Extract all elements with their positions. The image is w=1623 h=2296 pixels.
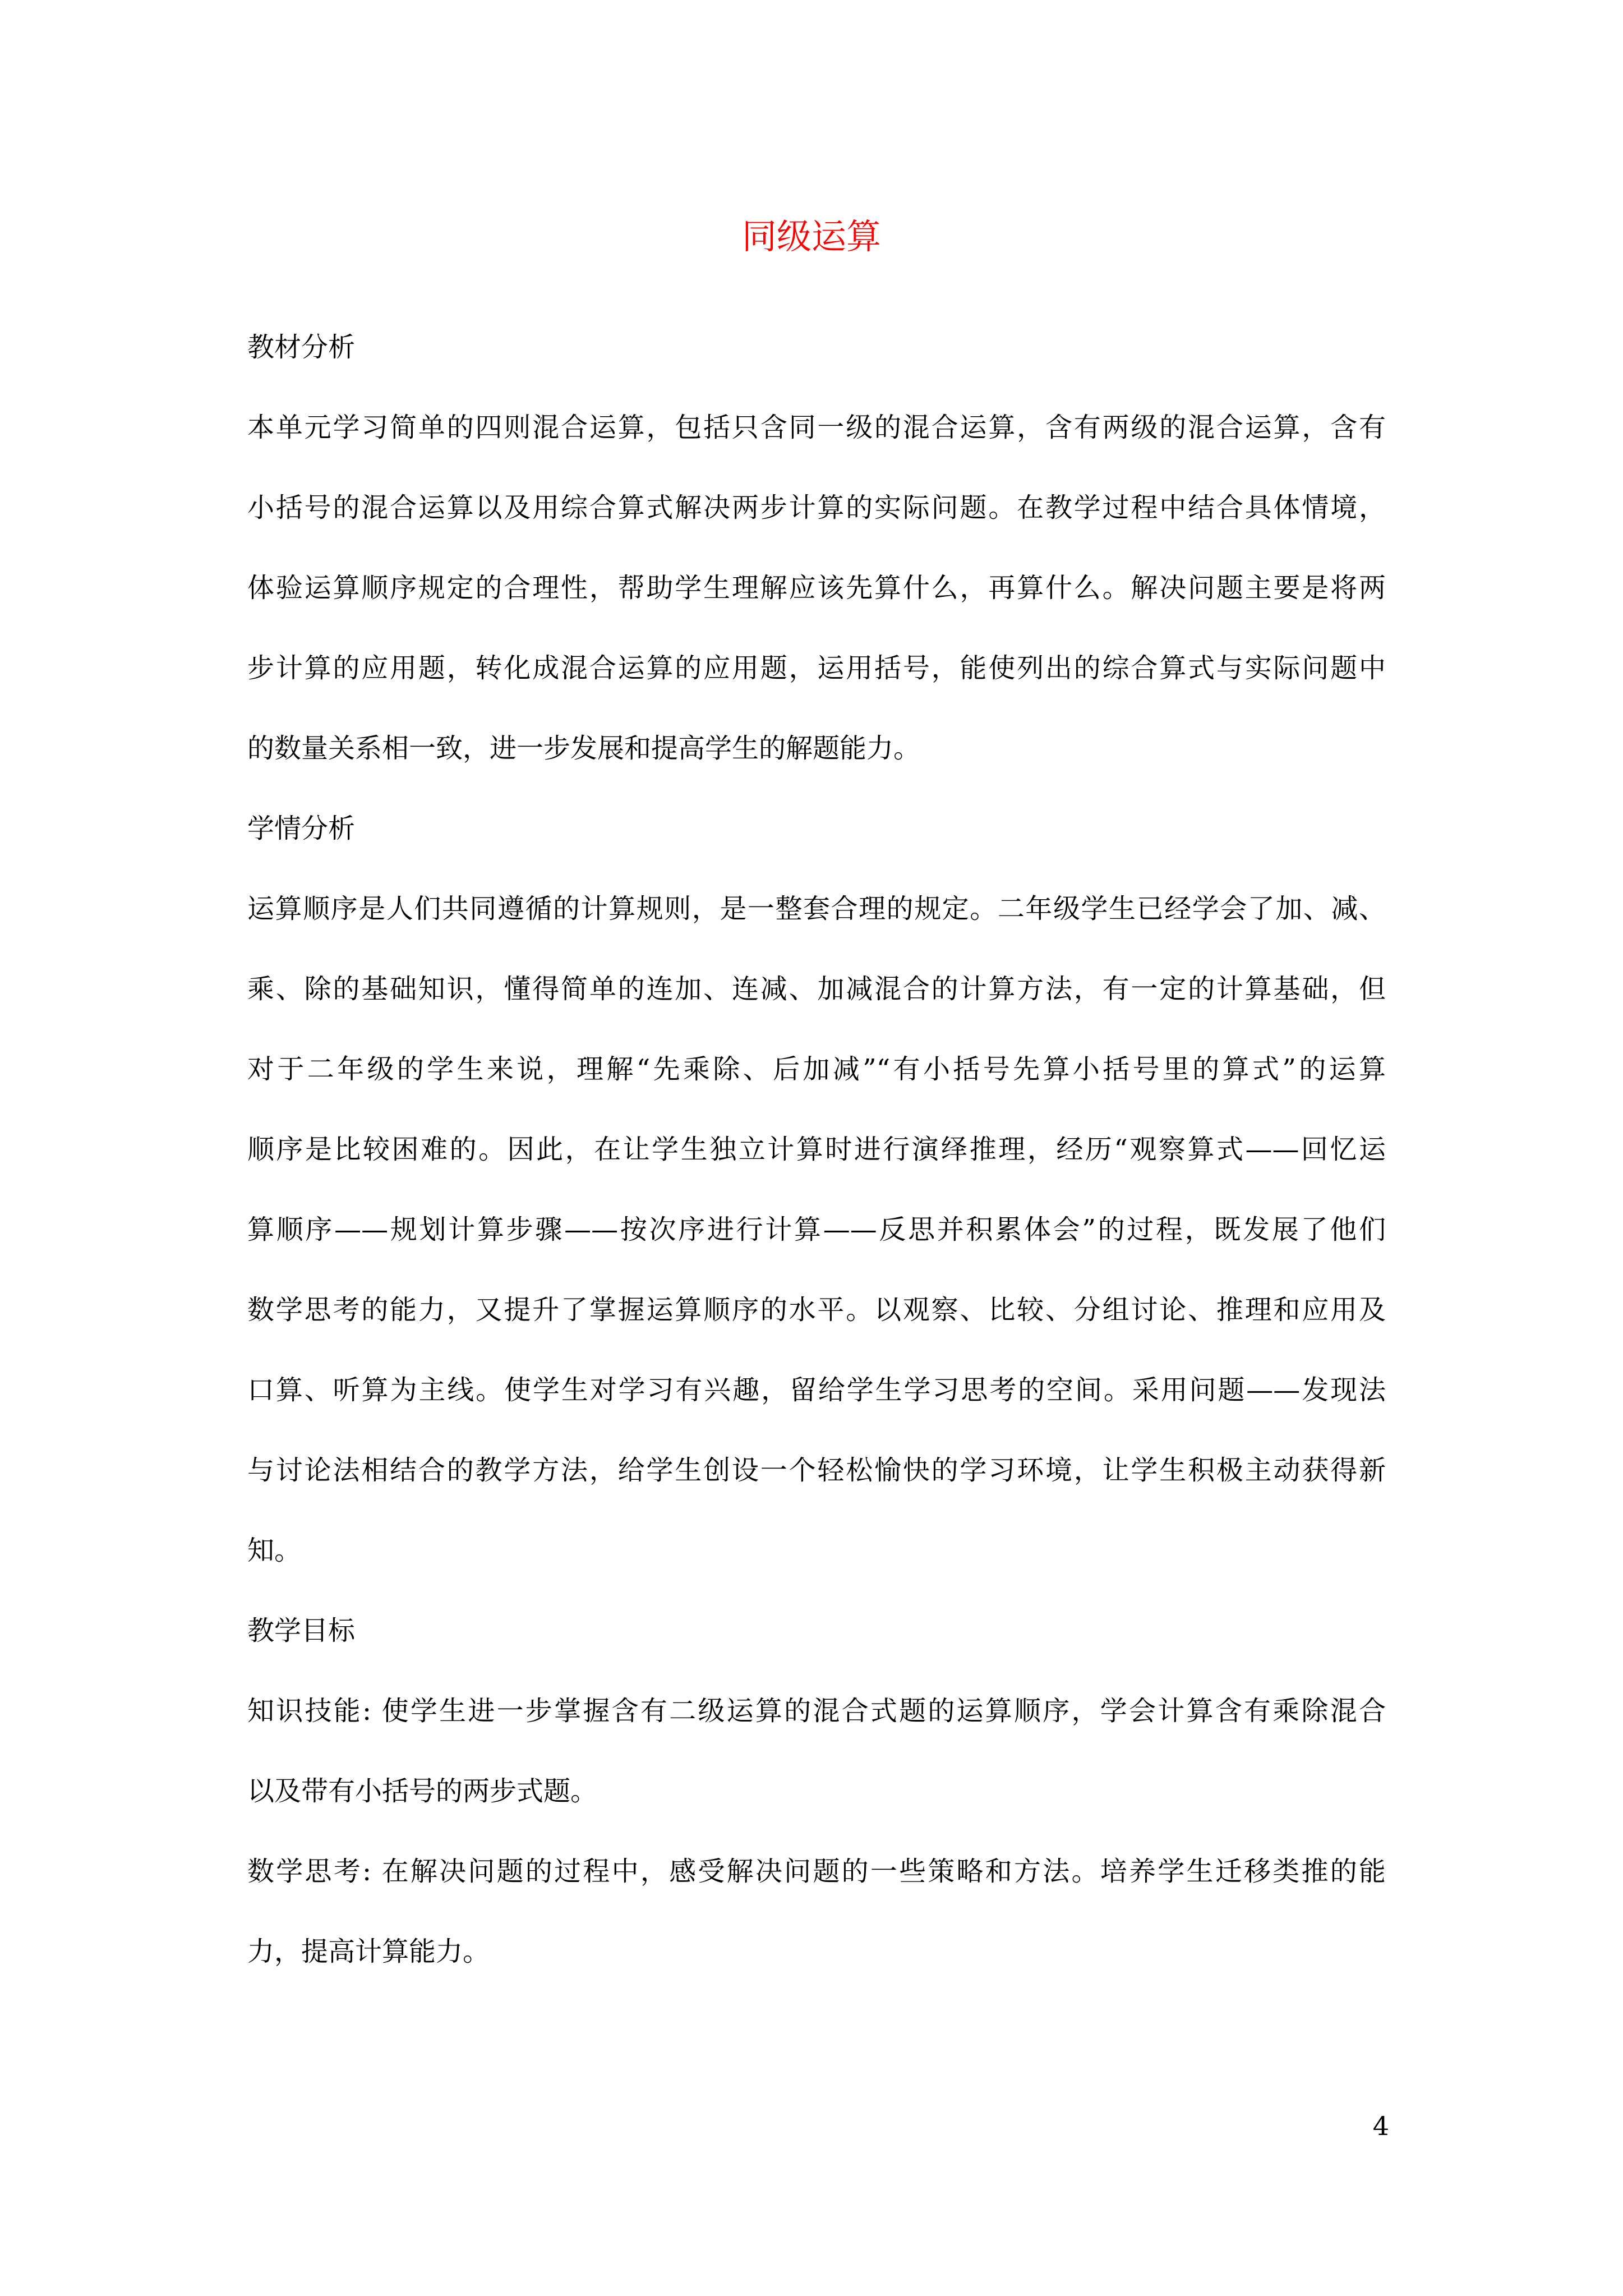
text-line: 力，提高计算能力。 [247,1936,490,1967]
text-line: 运算顺序是人们共同遵循的计算规则，是一整套合理的规定。二年级学生已经学会了加、减、 [247,893,1386,924]
text-line: 口算、听算为主线。使学生对学习有兴趣，留给学生学习思考的空间。采用问题——发现法 [247,1374,1386,1406]
text-line: 数学思考: 在解决问题的过程中，感受解决问题的一些策略和方法。培养学生迁移类推的能 [247,1856,1386,1887]
text-line: 学情分析 [247,813,356,844]
text-line: 步计算的应用题，转化成混合运算的应用题，运用括号，能使列出的综合算式与实际问题中 [247,652,1386,684]
text-line: 的数量关系相一致，进一步发展和提高学生的解题能力。 [247,733,921,764]
text-line: 与讨论法相结合的教学方法，给学生创设一个轻松愉快的学习环境，让学生积极主动获得新 [247,1455,1386,1486]
text-line: 体验运算顺序规定的合理性，帮助学生理解应该先算什么，再算什么。解决问题主要是将两 [247,572,1386,604]
document-body [247,307,1386,1992]
text-line: 本单元学习简单的四则混合运算，包括只含同一级的混合运算，含有两级的混合运算，含有 [247,412,1386,443]
text-line: 乘、除的基础知识，懂得简单的连加、连减、加减混合的计算方法，有一定的计算基础，但 [247,973,1386,1005]
text-line: 知。 [247,1535,302,1566]
page-number: 4 [1372,2111,1389,2141]
text-line: 对于二年级的学生来说，理解“先乘除、后加减”“有小括号先算小括号里的算式”的运算 [247,1053,1386,1085]
text-line: 教学目标 [247,1615,356,1646]
text-line: 顺序是比较困难的。因此，在让学生独立计算时进行演绎推理，经历“观察算式——回忆运 [247,1134,1386,1165]
text-line: 数学思考的能力，又提升了掌握运算顺序的水平。以观察、比较、分组讨论、推理和应用及 [247,1294,1386,1326]
text-line: 以及带有小括号的两步式题。 [247,1775,598,1807]
text-line: 教材分析 [247,332,356,363]
text-line: 知识技能: 使学生进一步掌握含有二级运算的混合式题的运算顺序，学会计算含有乘除混合 [247,1695,1386,1727]
document-title: 同级运算 [741,216,881,257]
text-line: 小括号的混合运算以及用综合算式解决两步计算的实际问题。在教学过程中结合具体情境， [247,492,1386,523]
text-line: 算顺序——规划计算步骤——按次序进行计算——反思并积累体会”的过程，既发展了他们 [247,1214,1386,1245]
